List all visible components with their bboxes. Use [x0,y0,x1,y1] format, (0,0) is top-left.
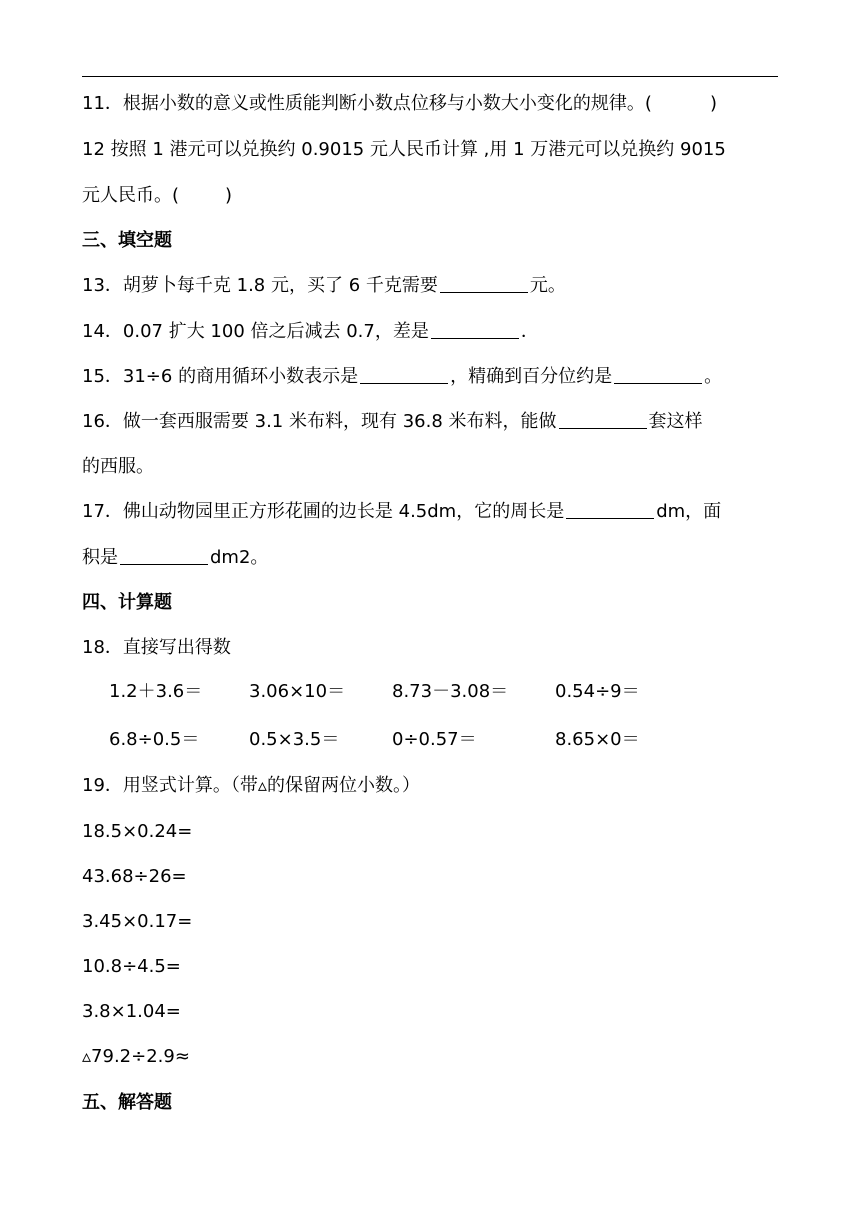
question-16-line1 [82,410,782,434]
question-13 [82,274,782,298]
question-14 [82,320,782,344]
paren-close: ) [709,93,717,114]
question-16-suffix: 套这样 [648,411,703,432]
calc-item: 8.73－3.08＝ [392,681,509,702]
question-14-text: 14．0.07 扩大 100 倍之后减去 0.7，差是 [82,321,429,342]
question-17-suffix2: dm2。 [210,547,269,568]
calc-item: 3.06×10＝ [249,681,346,702]
vertical-calc-item: 43.68÷26= [82,866,187,887]
question-16-text: 16．做一套西服需要 3.1 米布料，现有 36.8 米布料，能做 [82,411,557,432]
answer-blank[interactable] [614,365,702,384]
answer-blank[interactable] [559,410,647,429]
answer-blank[interactable] [360,365,448,384]
calc-item: 1.2＋3.6＝ [109,681,203,702]
vertical-calc-item: 3.8×1.04= [82,1001,181,1022]
question-14-suffix: ． [520,321,539,342]
question-17-text: 17．佛山动物园里正方形花圃的边长是 4.5dm，它的周长是 [82,501,565,522]
question-17-line1 [82,500,782,524]
question-12-line1: 12 按照 1 港元可以兑换约 0.9015 元人民币计算 ,用 1 万港元可以兑换约 9015 [82,139,726,160]
section-3-heading: 三、填空题 [82,230,172,251]
question-16-line2: 的西服。 [82,456,154,477]
vertical-calc-item: 3.45×0.17= [82,911,193,932]
question-11 [82,92,782,116]
answer-blank[interactable] [120,546,208,565]
calc-item: 0÷0.57＝ [392,729,477,750]
question-15-suffix: 。 [704,366,723,387]
answer-blank[interactable] [566,500,654,519]
question-19-title: 19．用竖式计算。（带▵的保留两位小数。） [82,775,420,796]
question-15-text: 15．31÷6 的商用循环小数表示是 [82,366,359,387]
vertical-calc-item: 18.5×0.24= [82,821,193,842]
question-12-line2 [82,184,782,208]
question-11-text: 11．根据小数的意义或性质能判断小数点位移与小数大小变化的规律。( [82,93,652,114]
question-17-suffix: dm，面 [656,501,722,522]
question-13-text: 13．胡萝卜每千克 1.8 元，买了 6 千克需要 [82,275,438,296]
question-17-text2: 积是 [82,547,118,568]
question-15-mid: ，精确到百分位约是 [450,366,613,387]
answer-blank[interactable] [431,320,519,339]
paren-close: ) [225,185,233,206]
section-4-heading: 四、计算题 [82,592,172,613]
question-15 [82,365,782,389]
answer-blank[interactable] [440,274,528,293]
calc-item: 8.65×0＝ [555,729,640,750]
calc-item: 0.54÷9＝ [555,681,640,702]
calc-item: 0.5×3.5＝ [249,729,340,750]
calc-item: 6.8÷0.5＝ [109,729,200,750]
question-18-title: 18．直接写出得数 [82,637,231,658]
header-rule [82,76,778,77]
vertical-calc-item: 10.8÷4.5= [82,956,181,977]
section-5-heading: 五、解答题 [82,1092,172,1113]
question-12-text: 元人民币。( [82,185,180,206]
vertical-calc-item: ▵79.2÷2.9≈ [82,1046,190,1067]
question-13-suffix: 元。 [529,275,566,296]
question-17-line2 [82,546,782,570]
